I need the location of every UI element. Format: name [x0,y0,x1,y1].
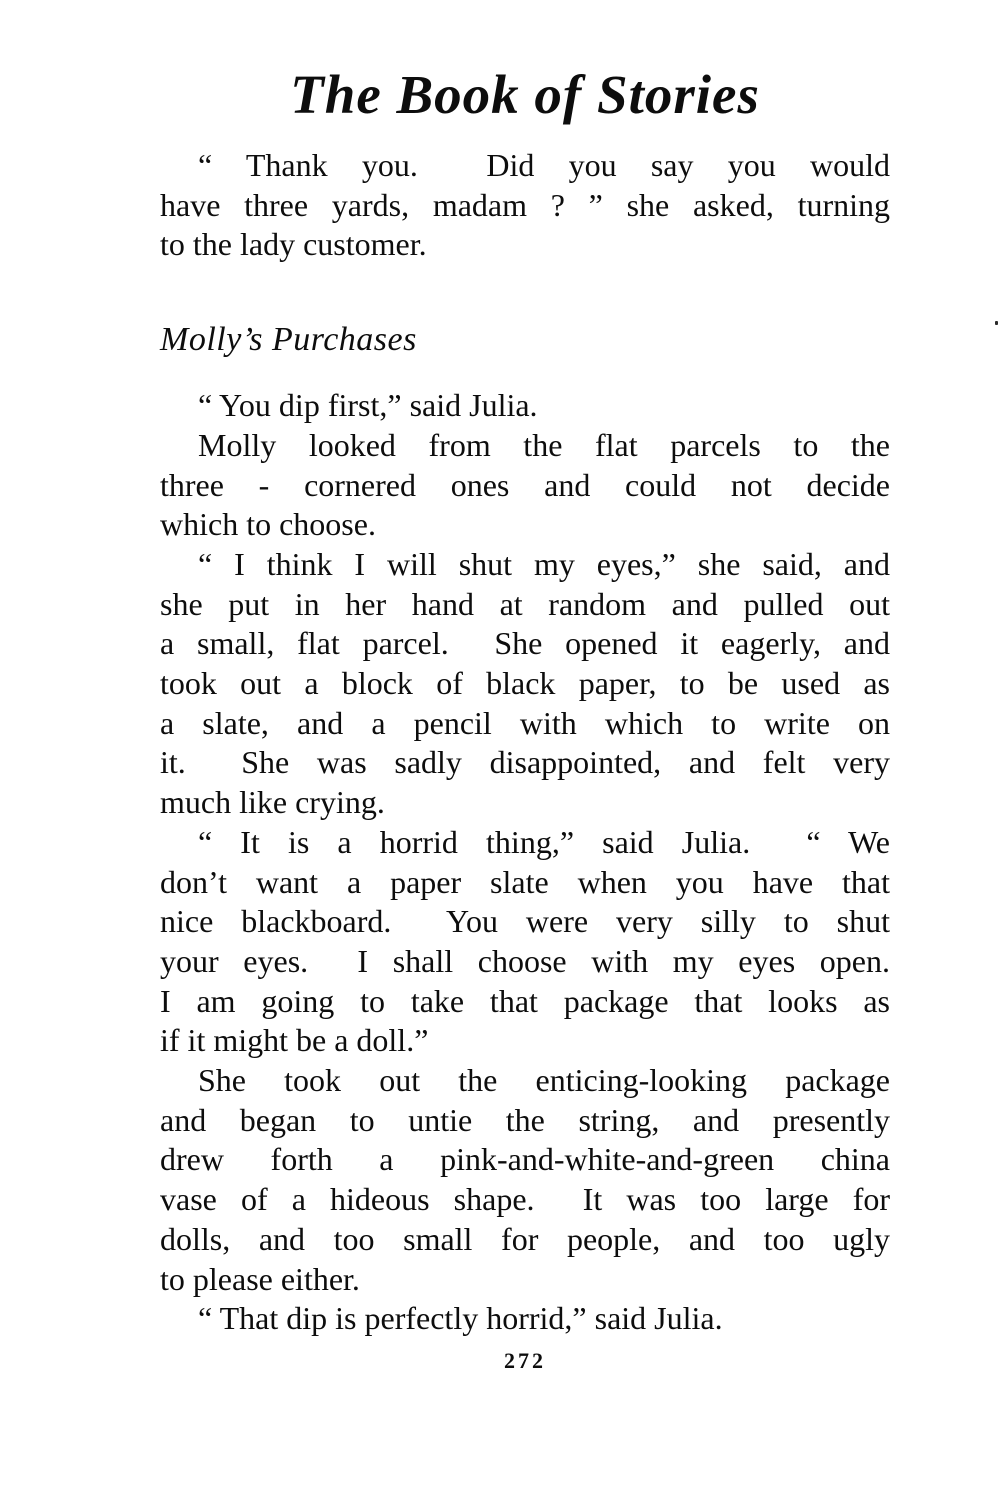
text-line: don’t want a paper slate when you have that [160,863,890,900]
text-line: “ You dip first,” said Julia. [198,387,538,424]
text-line: nice blackboard. You were very silly to shut [160,903,890,940]
running-title: The Book of Stories [290,64,760,125]
page-body [160,146,890,1339]
text-line: to please either. [160,1260,360,1297]
text-line: which to choose. [160,506,376,543]
text-line: took out a block of black paper, to be used as [160,665,890,702]
text-line: and began to untie the string, and presently [160,1101,890,1138]
text-line: drew forth a pink-and-white-and-green china [160,1141,890,1178]
paragraph [160,146,890,265]
text-line: she put in her hand at random and pulled out [160,585,890,622]
text-line: three - cornered ones and could not decide [160,466,890,503]
paragraph [160,1299,890,1339]
text-line: vase of a hideous shape. It was too large for [160,1181,890,1218]
text-line: much like crying. [160,784,385,821]
text-line: “ It is a horrid thing,” said Julia. “ We [198,823,890,860]
text-line: “ That dip is perfectly horrid,” said Julia. [198,1300,723,1337]
section-heading: Molly’s Purchases [160,321,417,359]
page-number: 272 [504,1347,546,1373]
text-line: I am going to take that package that looks as [160,982,890,1019]
paragraph [160,1061,890,1299]
text-line: She took out the enticing-looking package [198,1062,890,1099]
paragraph [160,545,890,823]
text-line: Molly looked from the flat parcels to the [198,426,890,463]
text-line: it. She was sadly disappointed, and felt very [160,744,890,781]
text-line: have three yards, madam ? ” she asked, turning [160,186,890,223]
text-line: “ I think I will shut my eyes,” she said, and [198,545,890,582]
text-line: to the lady customer. [160,226,427,263]
paragraph [160,426,890,545]
text-line: dolls, and too small for people, and too ugly [160,1220,890,1257]
text-line: a slate, and a pencil with which to write on [160,704,890,741]
text-line: “ Thank you. Did you say you would [198,147,890,183]
paragraph [160,386,890,426]
paragraph [160,823,890,1061]
scan-speck [995,321,998,325]
text-line: if it might be a doll.” [160,1022,429,1059]
text-column [160,0,890,1374]
text-line: your eyes. I shall choose with my eyes open. [160,942,890,979]
text-line: a small, flat parcel. She opened it eagerly, and [160,625,890,662]
